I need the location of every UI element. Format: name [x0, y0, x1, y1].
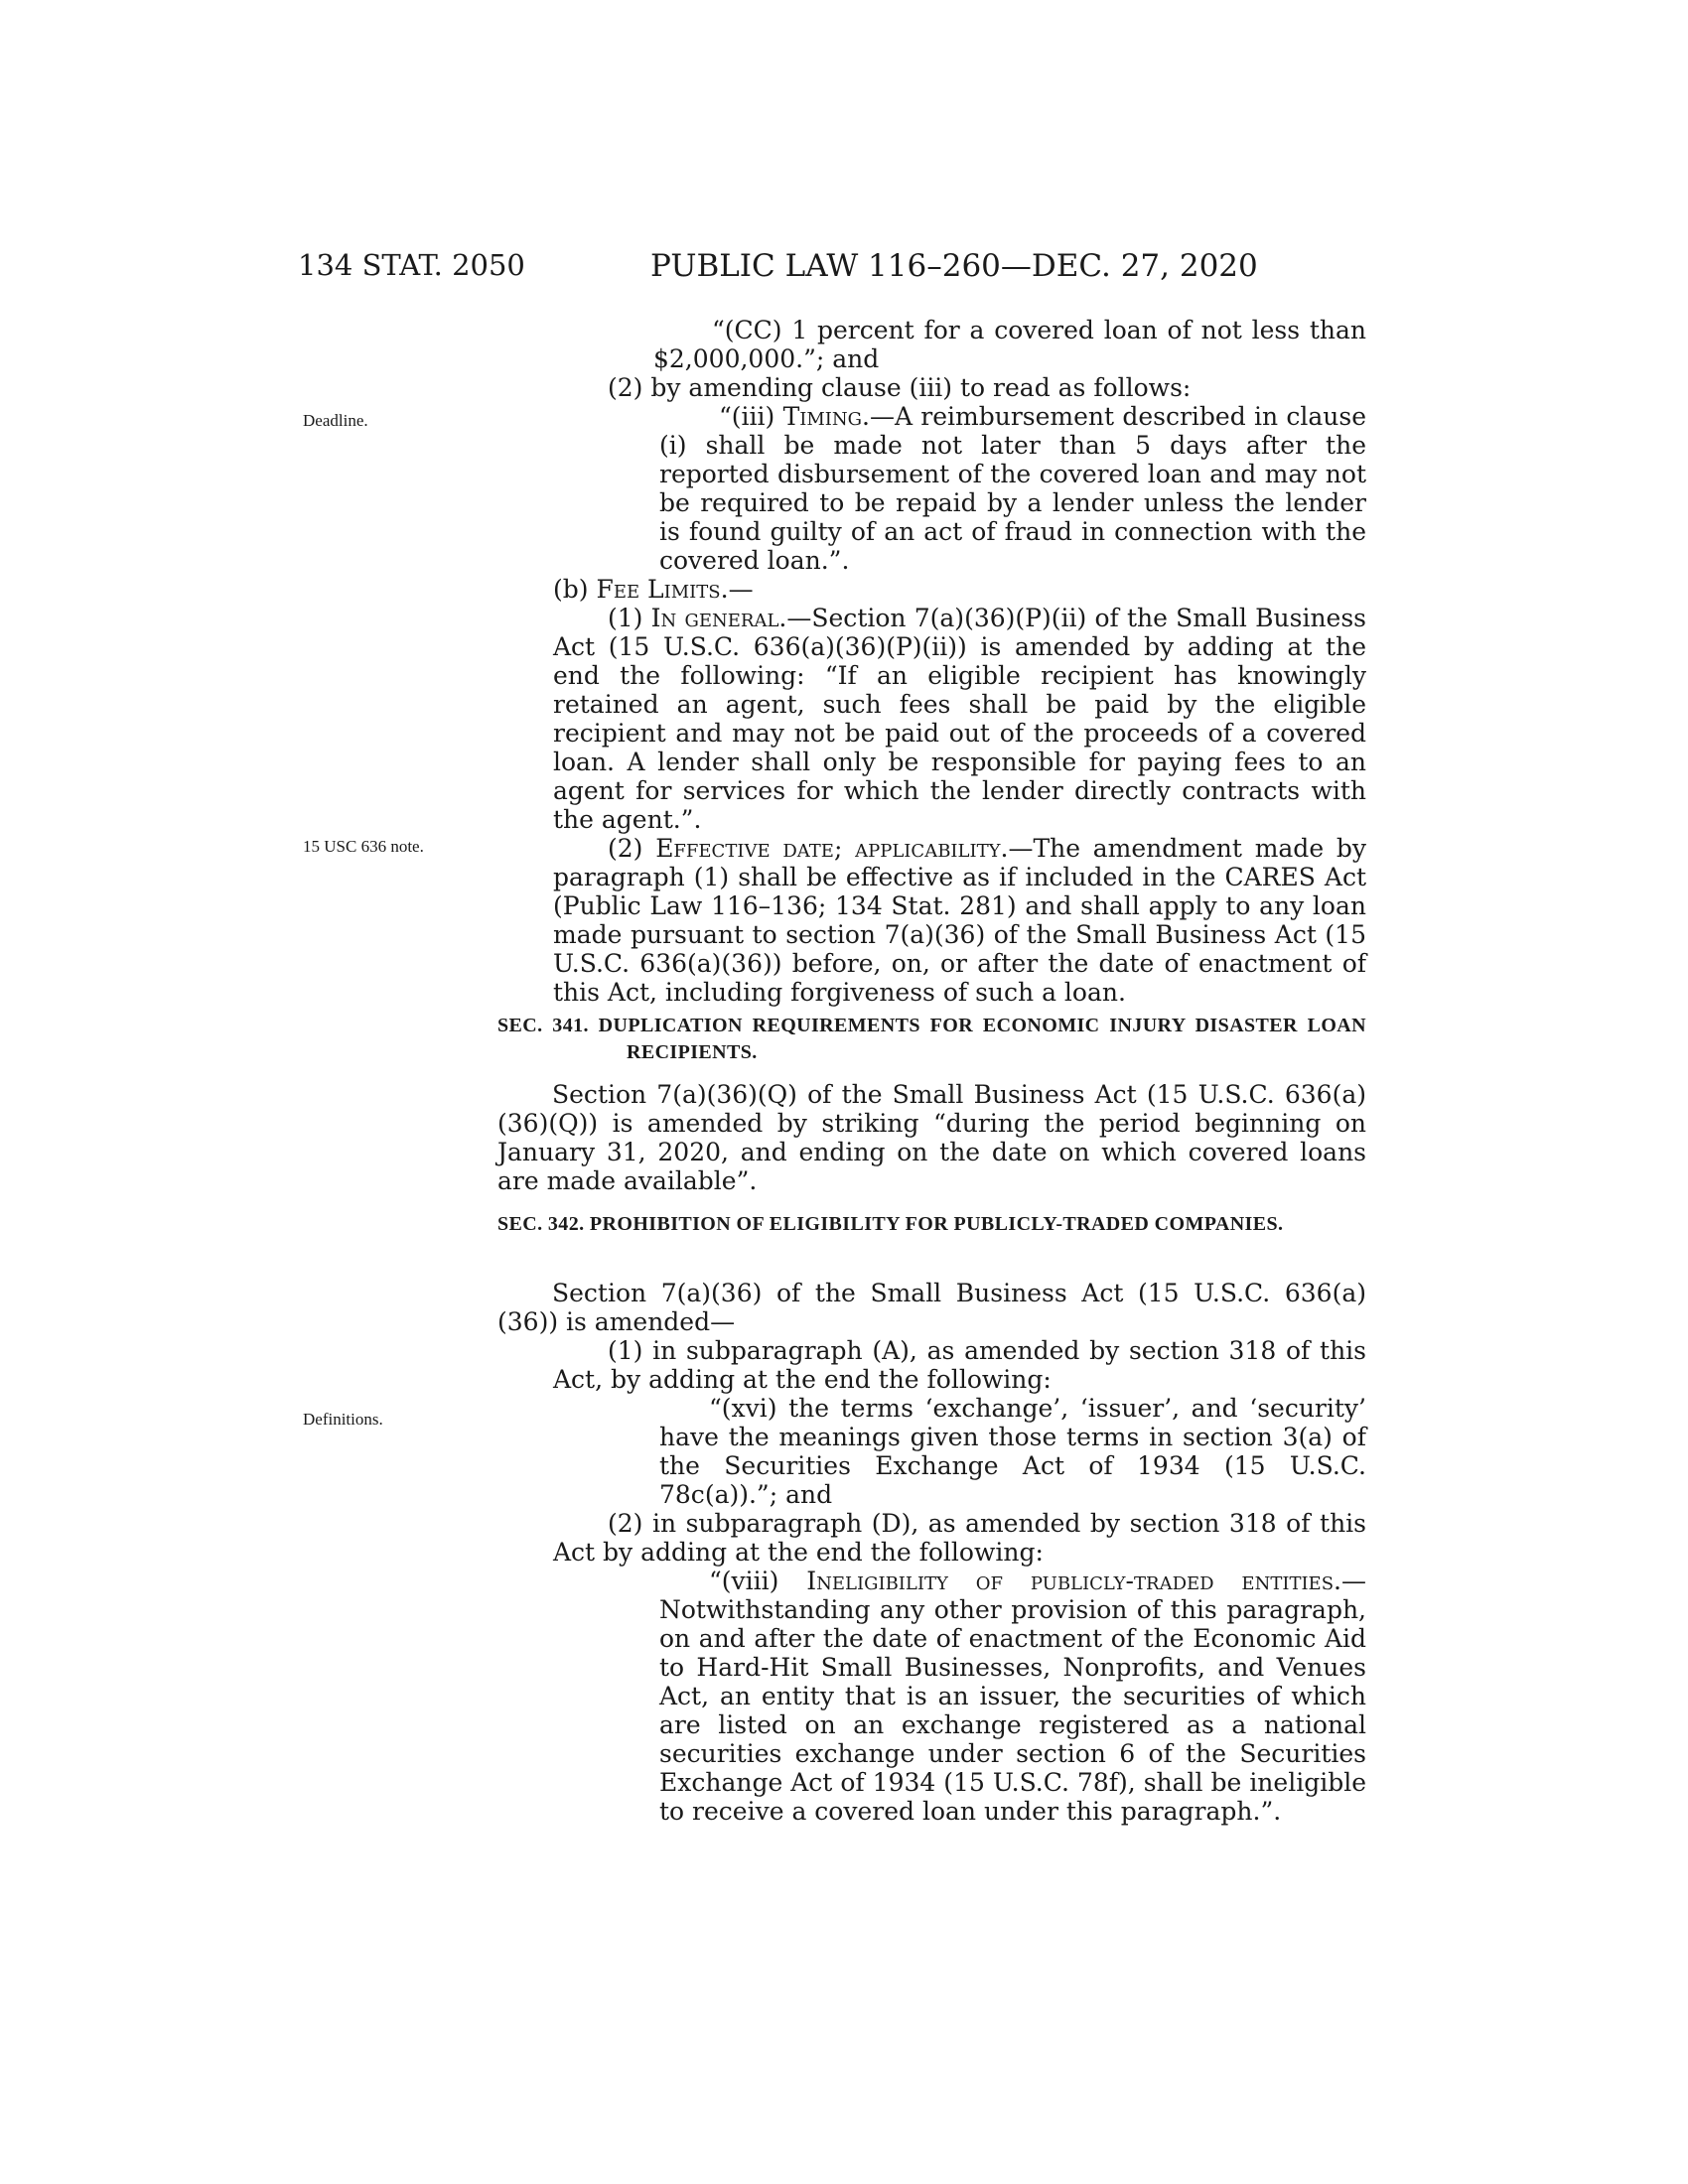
section-342-paragraph-1: (1) in subparagraph (A), as amended by section 318 of this Act, by adding at the end the following:: [553, 1336, 1366, 1394]
paragraph-b1-body: —Section 7(a)(36)(P)(ii) of the Small Business Act (15 U.S.C. 636(a)(36)(P)(ii)) is amended by adding at the end the following: “If an eligible recipient has knowingly retained an agent, such fees shall be paid by the eligible recipient and may not be paid out of the proceeds of a covered loan. A lender shall only be responsible for paying fees to an agent for services for which the lender directly contracts with the agent.”.: [553, 604, 1366, 834]
paragraph-2-amend: (2) by amending clause (iii) to read as follows:: [608, 373, 1192, 402]
clause-viii-body: —Notwithstanding any other provision of this paragraph, on and after the date of enactment of the Economic Aid to Hard-Hit Small Businesses, Nonprofits, and Venues Act, an entity that is an issuer, the securities of which are listed on an exchange registered as a national securities exchange under section 6 of the Securities Exchange Act of 1934 (15 U.S.C. 78f), shall be ineligible to receive a covered loan under this paragraph.”.: [659, 1567, 1366, 1826]
section-342-intro: Section 7(a)(36) of the Small Business Act (15 U.S.C. 636(a)(36)) is amended—: [497, 1279, 1366, 1336]
paragraph-b1-heading: In general.: [650, 604, 787, 632]
section-341-heading: SEC. 341. DUPLICATION REQUIREMENTS FOR ECONOMIC INJURY DISASTER LOAN RECIPIENTS.: [497, 1015, 1366, 1063]
subsection-b-prefix: (b): [553, 575, 597, 604]
margin-note-usc: 15 USC 636 note.: [303, 837, 424, 856]
section-341-body: Section 7(a)(36)(Q) of the Small Business Act (15 U.S.C. 636(a)(36)(Q)) is amended by striking “during the period beginning on January 31, 2020, and ending on the date on which covered loans are made available”.: [497, 1080, 1366, 1195]
page-header: [0, 248, 1688, 284]
paragraph-b1: [553, 604, 1366, 834]
clause-xvi: “(xvi) the terms ‘exchange’, ‘issuer’, and ‘security’ have the meanings given those terms in section 3(a) of the Securities Exchange Act of 1934 (15 U.S.C. 78c(a)).”; and: [659, 1394, 1366, 1509]
stat-page-reference: 134 STAT. 2050: [298, 248, 525, 282]
paragraph-b1-prefix: (1): [608, 604, 651, 632]
law-title: PUBLIC LAW 116–260—DEC. 27, 2020: [650, 248, 1258, 284]
clause-viii-open: “(viii): [709, 1567, 807, 1595]
clause-viii-heading: Ineligibility of publicly-traded entities.: [806, 1567, 1341, 1595]
paragraph-b2-prefix: (2): [608, 834, 656, 863]
clause-viii: [659, 1567, 1366, 1826]
paragraph-b2-heading: Effective date; applicability.: [655, 834, 1009, 863]
paragraph-b2-body: —The amendment made by paragraph (1) shall be effective as if included in the CARES Act (Public Law 116–136; 134 Stat. 281) and shall apply to any loan made pursuant to section 7(a)(36) of the Small Business Act (15 U.S.C. 636(a)(36)) before, on, or after the date of enactment of this Act, including forgiveness of such a loan.: [553, 834, 1367, 1007]
subsection-b-heading: Fee Limits.: [596, 575, 729, 604]
section-342-paragraph-2: (2) in subparagraph (D), as amended by section 318 of this Act by adding at the end the following:: [553, 1509, 1366, 1567]
clause-iii-heading: Timing.: [782, 402, 870, 431]
subsection-b-suffix: —: [728, 575, 754, 604]
section-342-heading: SEC. 342. PROHIBITION OF ELIGIBILITY FOR PUBLICLY-TRADED COMPANIES.: [497, 1213, 1284, 1235]
paragraph-b2: [553, 834, 1366, 1007]
clause-iii-timing: [659, 402, 1366, 575]
clause-cc: “(CC) 1 percent for a covered loan of not less than $2,000,000.”; and: [653, 316, 1366, 373]
margin-note-deadline: Deadline.: [303, 411, 368, 430]
subsection-b: [553, 575, 1366, 604]
clause-iii-open: “(iii): [719, 402, 783, 431]
clause-iii-body: —A reimbursement described in clause (i) shall be made not later than 5 days after the reported disbursement of the covered loan and may not be required to be repaid by a lender unless the lender is found guilty of an act of fraud in connection with the covered loan.”.: [659, 402, 1366, 575]
margin-note-definitions: Definitions.: [303, 1410, 383, 1429]
